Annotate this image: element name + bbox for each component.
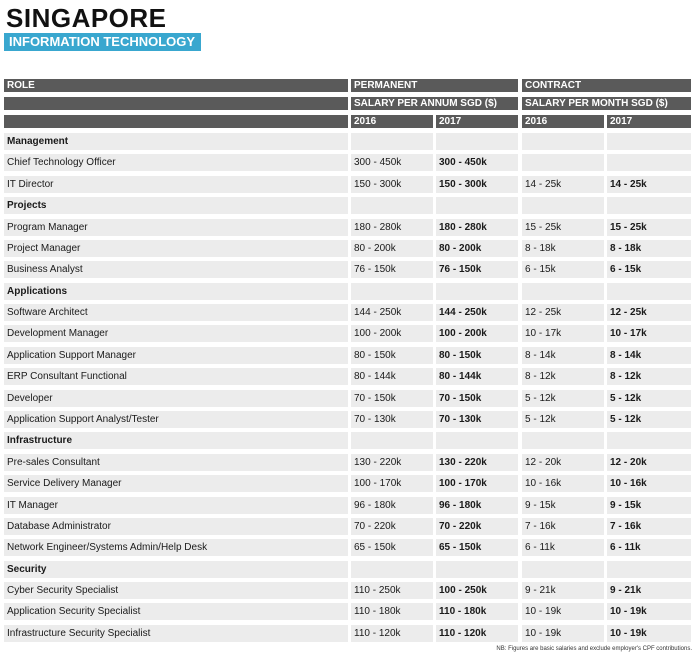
perm-2017-cell: 130 - 220k (436, 454, 518, 471)
cont-2016-cell (522, 154, 604, 171)
section-blank-cell (436, 197, 518, 214)
cont-2017-cell: 6 - 11k (607, 539, 691, 556)
role-cell: Developer (4, 390, 348, 407)
role-cell: Service Delivery Manager (4, 475, 348, 492)
header-contract: CONTRACT (522, 79, 691, 92)
perm-2017-cell: 300 - 450k (436, 154, 518, 171)
section-heading: Applications (4, 283, 348, 300)
perm-2017-cell: 110 - 120k (436, 625, 518, 642)
cont-2017-cell: 10 - 19k (607, 625, 691, 642)
section-blank-cell (522, 197, 604, 214)
section-blank-cell (522, 283, 604, 300)
section-blank-cell (607, 432, 691, 449)
section-blank-cell (607, 561, 691, 578)
role-cell: Cyber Security Specialist (4, 582, 348, 599)
section-heading: Management (4, 133, 348, 150)
section-blank-cell (522, 432, 604, 449)
perm-2016-cell: 130 - 220k (351, 454, 433, 471)
section-blank-cell (522, 133, 604, 150)
cont-2017-cell: 8 - 14k (607, 347, 691, 364)
cont-2016-cell: 10 - 17k (522, 325, 604, 342)
cont-2016-cell: 9 - 21k (522, 582, 604, 599)
header-contract-unit: SALARY PER MONTH SGD ($) (522, 97, 691, 110)
cont-2016-cell: 8 - 12k (522, 368, 604, 385)
cont-2017-cell: 6 - 15k (607, 261, 691, 278)
section-blank-cell (436, 133, 518, 150)
cont-2017-cell: 10 - 19k (607, 603, 691, 620)
perm-2016-cell: 96 - 180k (351, 497, 433, 514)
perm-2017-cell: 80 - 200k (436, 240, 518, 257)
cont-2016-cell: 15 - 25k (522, 219, 604, 236)
cont-2017-cell: 15 - 25k (607, 219, 691, 236)
section-heading: Projects (4, 197, 348, 214)
perm-2017-cell: 180 - 280k (436, 219, 518, 236)
perm-2017-cell: 96 - 180k (436, 497, 518, 514)
perm-2016-cell: 180 - 280k (351, 219, 433, 236)
perm-2017-cell: 70 - 150k (436, 390, 518, 407)
role-cell: Application Support Analyst/Tester (4, 411, 348, 428)
perm-2016-cell: 100 - 200k (351, 325, 433, 342)
perm-2017-cell: 100 - 250k (436, 582, 518, 599)
section-blank-cell (351, 133, 433, 150)
perm-2017-cell: 80 - 150k (436, 347, 518, 364)
header-cont-2017: 2017 (607, 115, 691, 128)
header-perm-2016: 2016 (351, 115, 433, 128)
section-blank-cell (522, 561, 604, 578)
perm-2017-cell: 144 - 250k (436, 304, 518, 321)
role-cell: Application Security Specialist (4, 603, 348, 620)
cont-2016-cell: 7 - 16k (522, 518, 604, 535)
perm-2017-cell: 150 - 300k (436, 176, 518, 193)
cont-2016-cell: 10 - 16k (522, 475, 604, 492)
cont-2017-cell: 8 - 12k (607, 368, 691, 385)
role-cell: IT Manager (4, 497, 348, 514)
header-perm-2017: 2017 (436, 115, 518, 128)
header-blank (4, 115, 348, 128)
perm-2016-cell: 70 - 220k (351, 518, 433, 535)
cont-2016-cell: 12 - 25k (522, 304, 604, 321)
perm-2017-cell: 70 - 220k (436, 518, 518, 535)
perm-2017-cell: 70 - 130k (436, 411, 518, 428)
section-blank-cell (436, 283, 518, 300)
role-cell: ERP Consultant Functional (4, 368, 348, 385)
cont-2016-cell: 5 - 12k (522, 411, 604, 428)
header-cont-2016: 2016 (522, 115, 604, 128)
section-blank-cell (351, 561, 433, 578)
section-blank-cell (436, 432, 518, 449)
cont-2016-cell: 5 - 12k (522, 390, 604, 407)
header-blank (4, 97, 348, 110)
cont-2017-cell: 12 - 25k (607, 304, 691, 321)
perm-2017-cell: 80 - 144k (436, 368, 518, 385)
perm-2017-cell: 65 - 150k (436, 539, 518, 556)
cont-2016-cell: 9 - 15k (522, 497, 604, 514)
cont-2017-cell: 5 - 12k (607, 390, 691, 407)
role-cell: Project Manager (4, 240, 348, 257)
header-permanent: PERMANENT (351, 79, 518, 92)
section-blank-cell (607, 133, 691, 150)
perm-2017-cell: 100 - 200k (436, 325, 518, 342)
perm-2016-cell: 80 - 150k (351, 347, 433, 364)
cont-2016-cell: 6 - 11k (522, 539, 604, 556)
section-heading: Security (4, 561, 348, 578)
section-heading: Infrastructure (4, 432, 348, 449)
header-role: ROLE (4, 79, 348, 92)
role-cell: Network Engineer/Systems Admin/Help Desk (4, 539, 348, 556)
perm-2016-cell: 150 - 300k (351, 176, 433, 193)
cont-2017-cell: 12 - 20k (607, 454, 691, 471)
perm-2017-cell: 100 - 170k (436, 475, 518, 492)
cont-2017-cell: 10 - 16k (607, 475, 691, 492)
cont-2017-cell: 5 - 12k (607, 411, 691, 428)
role-cell: Program Manager (4, 219, 348, 236)
cont-2017-cell: 9 - 21k (607, 582, 691, 599)
perm-2016-cell: 110 - 120k (351, 625, 433, 642)
perm-2016-cell: 110 - 180k (351, 603, 433, 620)
section-blank-cell (607, 283, 691, 300)
perm-2016-cell: 144 - 250k (351, 304, 433, 321)
section-blank-cell (436, 561, 518, 578)
role-cell: IT Director (4, 176, 348, 193)
section-blank-cell (351, 197, 433, 214)
role-cell: Software Architect (4, 304, 348, 321)
header-permanent-unit: SALARY PER ANNUM SGD ($) (351, 97, 518, 110)
page-subtitle: INFORMATION TECHNOLOGY (4, 33, 201, 51)
cont-2016-cell: 10 - 19k (522, 625, 604, 642)
perm-2016-cell: 76 - 150k (351, 261, 433, 278)
section-blank-cell (607, 197, 691, 214)
cont-2017-cell: 8 - 18k (607, 240, 691, 257)
cont-2016-cell: 6 - 15k (522, 261, 604, 278)
role-cell: Database Administrator (4, 518, 348, 535)
perm-2016-cell: 100 - 170k (351, 475, 433, 492)
cont-2017-cell: 10 - 17k (607, 325, 691, 342)
role-cell: Pre-sales Consultant (4, 454, 348, 471)
cont-2016-cell: 12 - 20k (522, 454, 604, 471)
cont-2017-cell: 14 - 25k (607, 176, 691, 193)
perm-2016-cell: 300 - 450k (351, 154, 433, 171)
role-cell: Development Manager (4, 325, 348, 342)
role-cell: Application Support Manager (4, 347, 348, 364)
role-cell: Business Analyst (4, 261, 348, 278)
page-title: SINGAPORE (6, 3, 167, 33)
cont-2016-cell: 10 - 19k (522, 603, 604, 620)
perm-2016-cell: 65 - 150k (351, 539, 433, 556)
perm-2016-cell: 80 - 200k (351, 240, 433, 257)
perm-2017-cell: 76 - 150k (436, 261, 518, 278)
section-blank-cell (351, 283, 433, 300)
role-cell: Chief Technology Officer (4, 154, 348, 171)
perm-2016-cell: 110 - 250k (351, 582, 433, 599)
cont-2017-cell (607, 154, 691, 171)
role-cell: Infrastructure Security Specialist (4, 625, 348, 642)
perm-2016-cell: 70 - 150k (351, 390, 433, 407)
cont-2016-cell: 8 - 14k (522, 347, 604, 364)
perm-2016-cell: 80 - 144k (351, 368, 433, 385)
cont-2017-cell: 7 - 16k (607, 518, 691, 535)
cont-2016-cell: 14 - 25k (522, 176, 604, 193)
cont-2017-cell: 9 - 15k (607, 497, 691, 514)
cont-2016-cell: 8 - 18k (522, 240, 604, 257)
perm-2017-cell: 110 - 180k (436, 603, 518, 620)
section-blank-cell (351, 432, 433, 449)
perm-2016-cell: 70 - 130k (351, 411, 433, 428)
footnote: NB: Figures are basic salaries and exclude employer's CPF contributions. (496, 646, 692, 652)
